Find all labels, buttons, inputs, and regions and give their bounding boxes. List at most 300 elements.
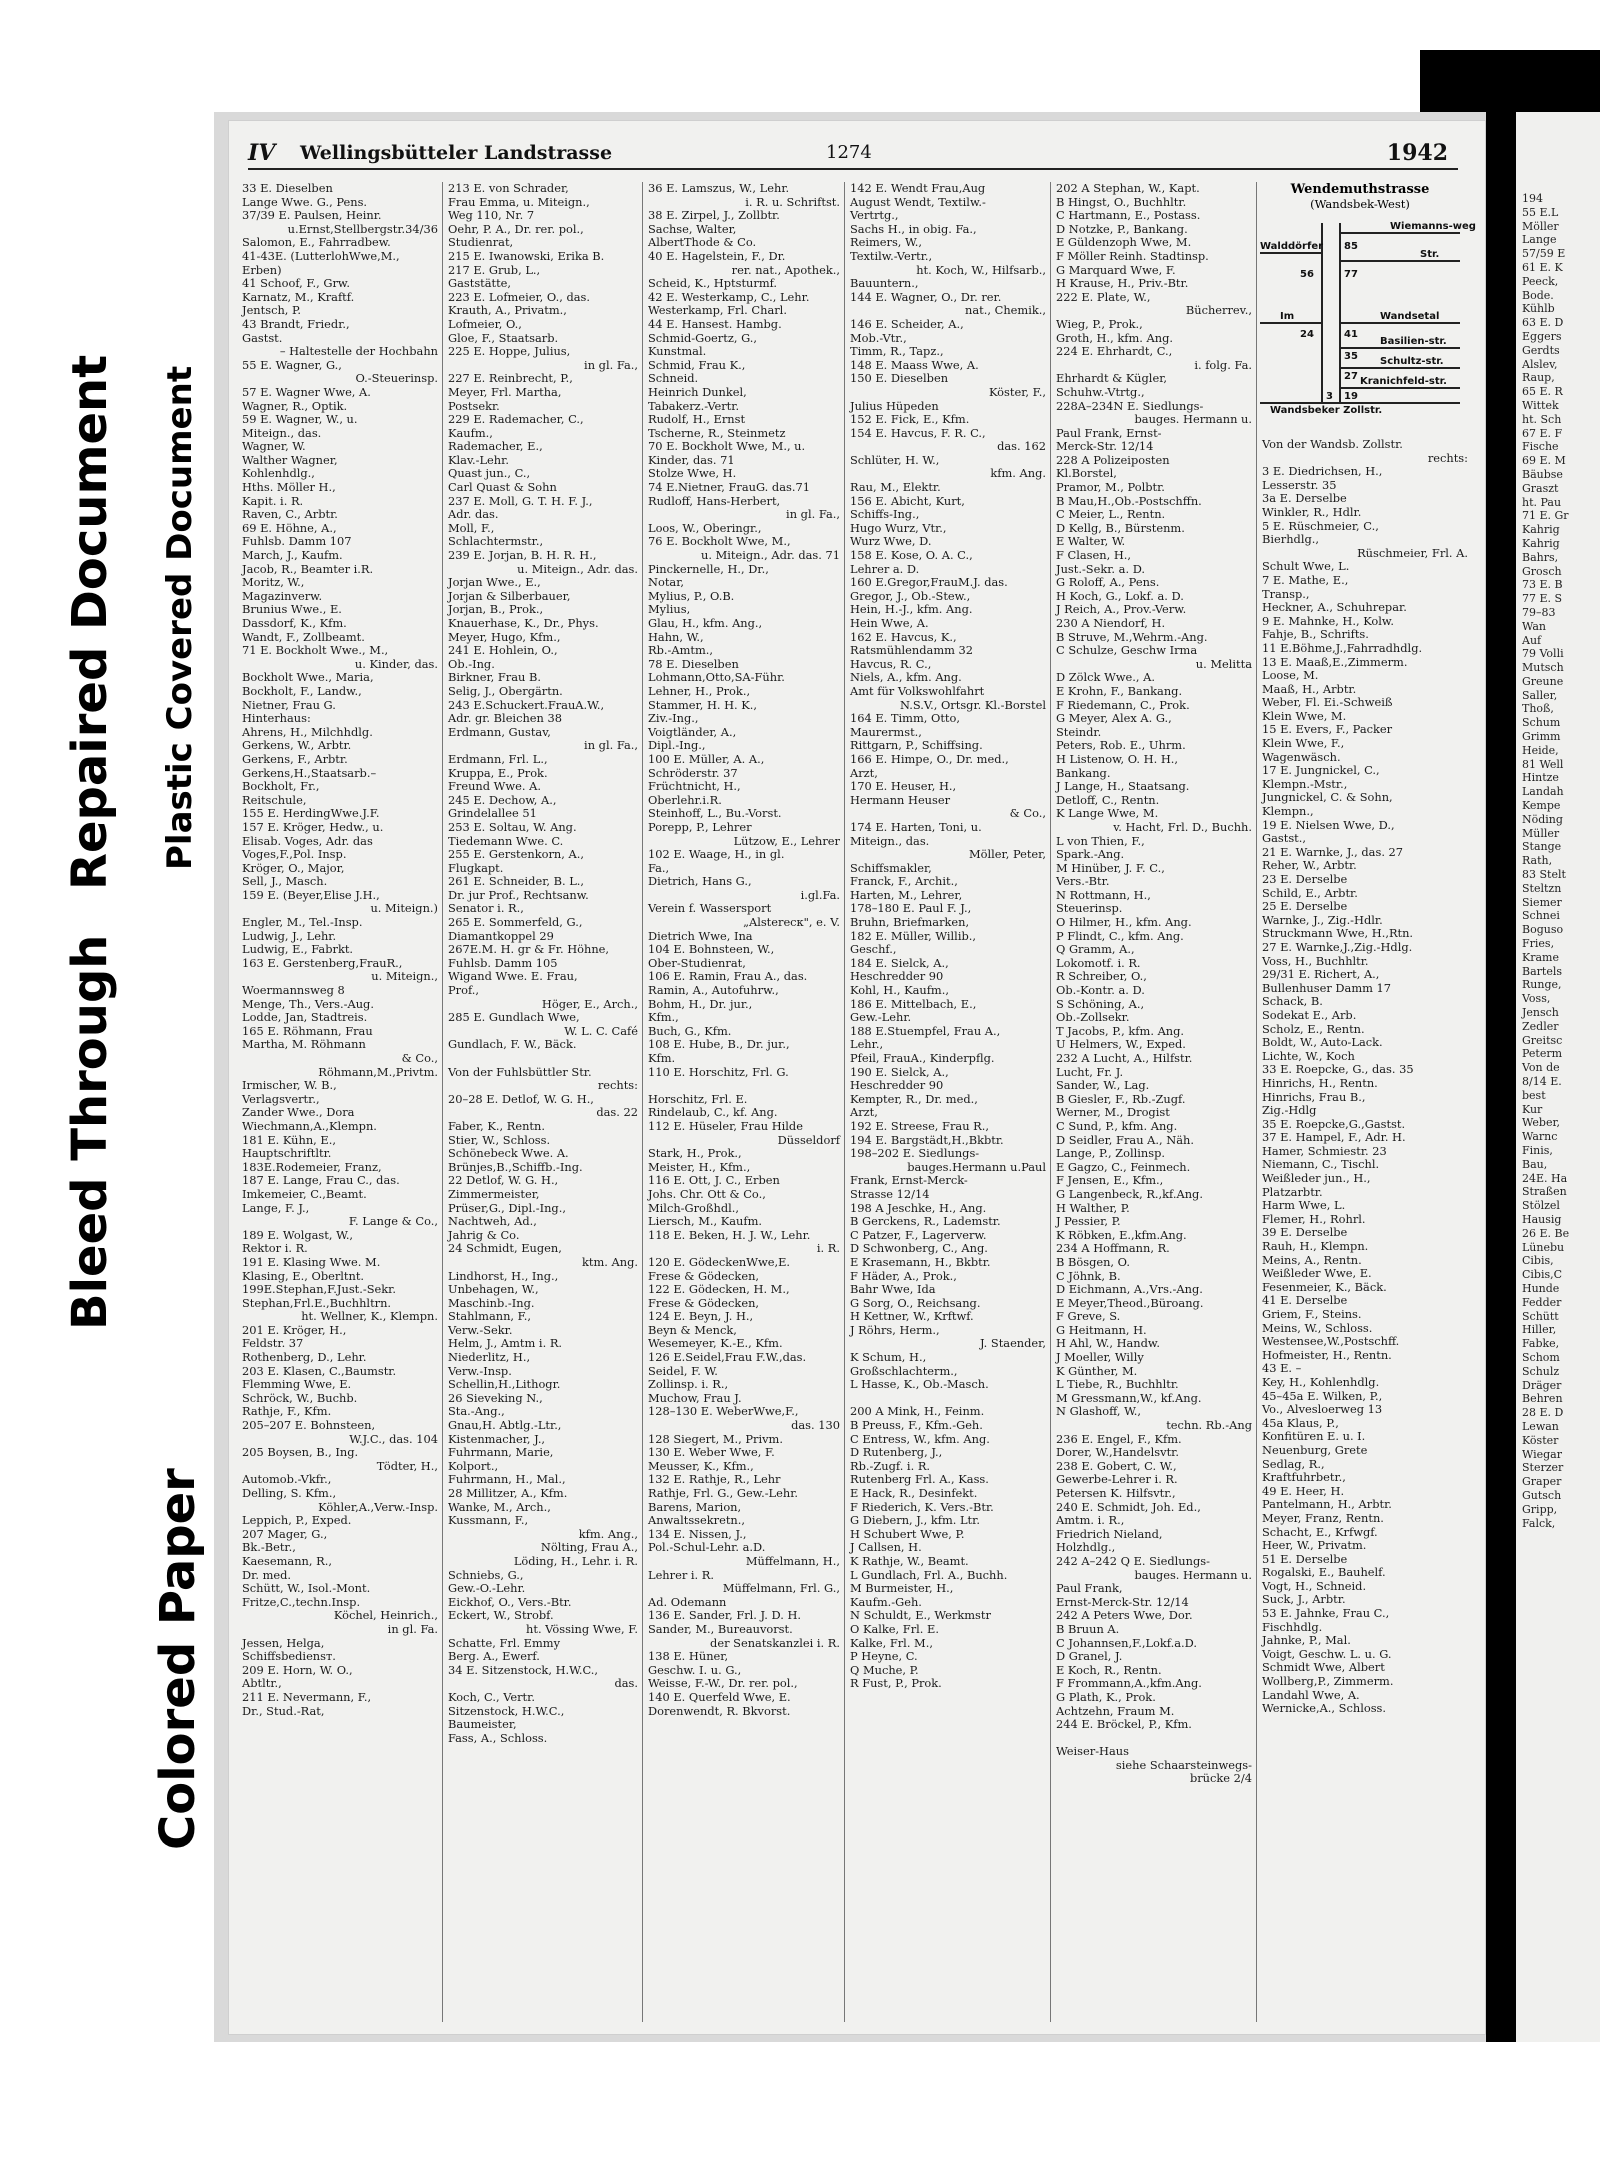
- directory-entry: Prüser,G., Dipl.-Ing.,: [448, 1200, 566, 1215]
- directory-entry: 241 E. Hohlein, O.,: [448, 643, 558, 658]
- directory-entry: Niederlitz, H.,: [448, 1350, 531, 1365]
- directory-entry: Ahrens, H., Milchhdlg.: [242, 724, 373, 739]
- directory-entry: Lange, F. J.,: [242, 1200, 310, 1215]
- map-label: 19: [1344, 391, 1358, 402]
- directory-entry: Automob.-Vkfr.,: [242, 1472, 332, 1487]
- directory-entry: Erdmann, Gustav,: [448, 724, 551, 739]
- directory-entry: Friedrich Nieland,: [1056, 1526, 1163, 1541]
- directory-entry: 178–180 E. Paul F. J.,: [850, 901, 972, 916]
- directory-entry: Werner, M., Drogist: [1056, 1105, 1170, 1120]
- directory-entry: 198 A Jeschke, H., Ang.: [850, 1200, 987, 1215]
- directory-entry: 158 E. Kose, O. A. C.,: [850, 548, 973, 563]
- directory-entry: Schönebeck Wwe. A.: [448, 1146, 569, 1161]
- adjacent-entry: Bartels: [1522, 964, 1562, 978]
- directory-entry: 27 E. Warnke,J.,Zig.-Hdlg.: [1262, 939, 1413, 954]
- adjacent-entry: Bahrs,: [1522, 550, 1559, 564]
- directory-entry: Ob.-Kontr. a. D.: [1056, 983, 1145, 998]
- directory-entry: Gerkens, W., Arbtr.: [242, 738, 352, 753]
- directory-entry: Porepp, P., Lehrer: [648, 819, 752, 834]
- directory-entry: Vers.-Btr.: [1056, 874, 1110, 889]
- directory-entry: Petersen K. Hilfsvtr.,: [1056, 1486, 1176, 1500]
- directory-entry: 201 E. Kröger, H.,: [242, 1322, 347, 1337]
- directory-entry: R Schreiber, O.,: [1056, 969, 1147, 984]
- directory-entry: J Pessier, P.: [1056, 1214, 1121, 1229]
- directory-entry: Textilw.-Vertr.,: [850, 248, 933, 263]
- street-district: (Wandsbek-West): [1310, 197, 1410, 211]
- directory-entry: 53 E. Jahnke, Frau C.,: [1262, 1606, 1390, 1621]
- directory-entry: Geschf.,: [850, 942, 897, 957]
- directory-entry: Dr. med.: [242, 1567, 292, 1582]
- directory-entry: Jorjan, B., Prok.,: [448, 602, 544, 617]
- directory-entry: Dorenwendt, R. Bkvorst.: [648, 1703, 791, 1718]
- street-name: Wendemuthstrasse: [1290, 182, 1430, 197]
- directory-entry: C Jöhnk, B.: [1056, 1268, 1121, 1283]
- directory-entry: 182 E. Müller, Willib.,: [850, 928, 976, 943]
- directory-entry: 202 A Stephan, W., Kapt.: [1056, 181, 1200, 195]
- adjacent-entry: 79–83: [1522, 605, 1556, 619]
- directory-entry: rechts:: [597, 1078, 638, 1093]
- directory-entry: Achtzehn, Fraum M.: [1056, 1703, 1175, 1718]
- directory-entry: 186 E. Mittelbach, E.,: [850, 996, 977, 1011]
- adjacent-entry: Falck,: [1522, 1516, 1556, 1530]
- directory-entry: 157 E. Kröger, Hedw., u.: [242, 819, 384, 834]
- directory-entry: Frank, Ernst-Merck-: [850, 1173, 968, 1188]
- directory-entry: 194 E. Bargstädt,H.,Bkbtr.: [850, 1132, 1004, 1147]
- directory-entry: Harten, M., Lehrer,: [850, 887, 963, 902]
- directory-entry: Heinrich Dunkel,: [648, 384, 747, 399]
- adjacent-entry: Stölzel: [1522, 1199, 1560, 1213]
- directory-entry: E Krohn, F., Bankang.: [1056, 683, 1183, 698]
- directory-entry: Jungnickel, C. & Sohn,: [1262, 790, 1393, 805]
- directory-entry: Dorer, W.,Handelsvtr.: [1056, 1445, 1179, 1460]
- directory-entry: Maaß, H., Arbtr.: [1262, 681, 1357, 696]
- directory-entry: Jahnke, P., Mal.: [1262, 1633, 1351, 1648]
- directory-entry: Schatte, Frl. Emmy: [448, 1635, 561, 1650]
- directory-entry: Hermann Heuser: [850, 792, 951, 807]
- directory-entry: [648, 1079, 840, 1093]
- directory-entry: Suck, J., Arbtr.: [1262, 1592, 1346, 1607]
- directory-entry: Kaufm.,: [448, 425, 493, 440]
- directory-entry: 189 E. Wolgast, W.,: [242, 1227, 354, 1242]
- directory-entry: Vogt, H., Schneid.: [1262, 1578, 1367, 1593]
- directory-entry: 142 E. Wendt Frau,Aug: [850, 181, 986, 195]
- directory-entry: 228 A Polizeiposten: [1056, 452, 1170, 467]
- directory-entry: Wollberg,P., Zimmerm.: [1262, 1674, 1394, 1689]
- directory-entry: 39 E. Derselbe: [1262, 1225, 1348, 1240]
- directory-entry: G Meyer, Alex A. G.,: [1056, 711, 1172, 726]
- directory-entry: Weisse, F.-W., Dr. rer. pol.,: [648, 1676, 798, 1691]
- directory-entry: Warnke, J., Zig.-Hdlr.: [1262, 912, 1383, 927]
- directory-entry: D Kellg, B., Bürstenm.: [1056, 520, 1185, 535]
- directory-entry: Studienrat,: [448, 235, 514, 250]
- adjacent-entry: Weber,: [1522, 1116, 1561, 1130]
- directory-entry: 234 A Hoffmann, R.: [1056, 1241, 1170, 1256]
- directory-entry: Klempn.-Mstr.,: [1262, 776, 1348, 791]
- directory-entry: Woermannsweg 8: [242, 983, 345, 998]
- directory-entry: Wurz Wwe, D.: [850, 534, 932, 549]
- directory-entry: Jorjan & Silberbauer,: [448, 588, 571, 603]
- directory-entry: & Co.,: [401, 1051, 438, 1065]
- directory-entry: Fahje, B., Schrifts.: [1262, 627, 1369, 642]
- adjacent-entry: 69 E. M: [1522, 454, 1566, 468]
- directory-entry: Q Muche, P.: [850, 1662, 919, 1677]
- directory-entry: Bockholt, F., Landw.,: [242, 683, 362, 698]
- directory-entry: Pinckernelle, H., Dr.,: [648, 561, 769, 576]
- directory-entry: 40 E. Hagelstein, F., Dr.: [648, 248, 786, 263]
- directory-entry: Voges,F.,Pol. Insp.: [242, 847, 347, 862]
- adjacent-entry: Hintze: [1522, 771, 1559, 785]
- directory-entry: R Fust, P., Prok.: [850, 1676, 942, 1691]
- directory-entry: Gaststätte,: [448, 276, 512, 291]
- directory-entry: Dietrich Wwe, Ina: [648, 928, 753, 943]
- directory-entry: Johs. Chr. Ott & Co.,: [648, 1186, 766, 1201]
- directory-entry: „Alsterecк", e. V.: [743, 915, 840, 930]
- adjacent-entry: Dräger: [1522, 1378, 1562, 1392]
- directory-entry: Birkner, Frau B.: [448, 670, 541, 685]
- directory-entry: Stahlmann, F.,: [448, 1309, 532, 1324]
- directory-entry: Reher, W., Arbtr.: [1262, 858, 1357, 873]
- directory-entry: August Wendt, Textilw.-: [850, 194, 986, 209]
- directory-entry: Heer, W., Privatm.: [1262, 1538, 1367, 1553]
- directory-entry: H Schubert Wwe, P.: [850, 1526, 965, 1541]
- directory-entry: B Giesler, F., Rb.-Zugf.: [1056, 1091, 1186, 1106]
- directory-entry: Eickhof, O., Vers.-Btr.: [448, 1594, 572, 1609]
- directory-entry: T Jacobs, P., kfm. Ang.: [1056, 1023, 1185, 1038]
- directory-entry: Postsekr.: [448, 398, 500, 413]
- directory-entry: Gnau,H. Abtlg.-Ltr.,: [448, 1418, 562, 1433]
- directory-entry: Schlachtermstr.,: [448, 534, 544, 549]
- street-heading: Wellingsbütteler Landstrasse: [300, 142, 613, 164]
- directory-entry: 191 E. Klasing Wwe. M.: [242, 1254, 381, 1269]
- directory-entry: Höger, E., Arch.,: [541, 996, 638, 1011]
- directory-entry: Kapit. i. R.: [242, 493, 304, 508]
- directory-entry: Schuhw.-Vtrtg.,: [1056, 384, 1145, 399]
- directory-entry: Kl.Borstel,: [1056, 466, 1117, 481]
- directory-entry: 224 E. Ehrhardt, C.,: [1056, 344, 1173, 359]
- adjacent-entry: 67 E. F: [1522, 426, 1563, 440]
- directory-entry: Key, H., Kohlenhdlg.: [1262, 1374, 1380, 1389]
- directory-entry: 104 E. Bohnsteen, W.,: [648, 942, 775, 957]
- directory-entry: Spark.-Ang.: [1056, 847, 1125, 862]
- directory-entry: D Schwonberg, C., Ang.: [850, 1241, 988, 1256]
- adjacent-entry: Müller: [1522, 826, 1560, 840]
- directory-entry: Bockholt Wwe., Maria,: [242, 670, 374, 685]
- directory-entry: Prof.,: [448, 983, 480, 998]
- directory-entry: Moritz, W.,: [242, 575, 305, 590]
- directory-entry: C Schulze, Geschw Irma: [1056, 643, 1198, 658]
- directory-entry: H Kettner, W., Krftwf.: [850, 1309, 974, 1324]
- directory-entry: 59 E. Wagner, W., u.: [242, 412, 358, 427]
- directory-entry: Brunius Wwe., E.: [242, 602, 342, 617]
- column-divider: [642, 182, 643, 2022]
- adjacent-entry: Schnei: [1522, 909, 1560, 923]
- adjacent-entry: Landah: [1522, 785, 1564, 799]
- directory-entry: 163 E. Gerstenberg,FrauR.,: [242, 955, 403, 970]
- directory-entry: u. Miteign., Adr. das. 71: [701, 548, 840, 563]
- column-divider: [442, 182, 443, 2022]
- label-bleed-through: Bleed Through: [62, 934, 118, 1330]
- directory-entry: L Hasse, K., Ob.-Masch.: [850, 1377, 989, 1392]
- directory-entry: L Tiebe, R., Buchhltr.: [1056, 1377, 1179, 1392]
- directory-entry: Strasse 12/14: [850, 1186, 930, 1201]
- directory-entry: Schmid, Frau K.,: [648, 357, 746, 372]
- directory-entry: Transp.,: [1262, 586, 1310, 601]
- adjacent-entry: 55 E.L: [1522, 205, 1559, 219]
- directory-entry: techn. Rb.-Ang: [1166, 1418, 1252, 1433]
- directory-entry: Voigt, Geschw. L. u. G.: [1262, 1646, 1392, 1661]
- directory-entry: Kaufm.-Geh.: [850, 1594, 922, 1609]
- directory-entry: Lodde, Jan, Stadtreis.: [242, 1010, 368, 1025]
- adjacent-page-edge: [1516, 112, 1600, 2042]
- directory-entry: 227 E. Reinbrecht, P.,: [448, 371, 573, 386]
- directory-entry: Adr. das.: [448, 507, 499, 522]
- directory-entry: das. 22: [596, 1105, 638, 1120]
- directory-entry: [850, 1392, 1046, 1406]
- directory-entry: Hein Wwe, A.: [850, 616, 929, 630]
- directory-entry: E Koch, R., Rentn.: [1056, 1662, 1162, 1677]
- directory-entry: M Burmeister, H.,: [850, 1581, 954, 1596]
- adjacent-entry: Thoß,: [1522, 702, 1554, 716]
- directory-entry: Karnatz, M., Kraftf.: [242, 289, 355, 304]
- directory-entry: Wagner, W.: [242, 439, 306, 454]
- directory-entry: Meyer, Franz, Rentn.: [1262, 1510, 1384, 1525]
- street-map: [1260, 213, 1476, 416]
- directory-entry: Schlüter, H. W.,: [850, 452, 940, 467]
- directory-entry: 37/39 E. Paulsen, Heinr.: [242, 208, 382, 223]
- directory-entry: Rothenberg, D., Lehr.: [242, 1350, 367, 1365]
- adjacent-entry: Peeck,: [1522, 274, 1559, 288]
- adjacent-entry: Fries,: [1522, 937, 1555, 951]
- column-6: [1262, 438, 1468, 1716]
- directory-entry: Lindhorst, H., Ing.,: [448, 1268, 559, 1283]
- adjacent-entry: Schum: [1522, 716, 1561, 730]
- directory-entry: Bruhn, Briefmarken,: [850, 915, 970, 930]
- directory-entry: Irmischer, W. B.,: [242, 1078, 337, 1093]
- directory-entry: Rüschmeier, Frl. A.: [1357, 545, 1468, 560]
- directory-entry: J Moeller, Willy: [1056, 1350, 1144, 1365]
- directory-entry: Rogalski, E., Bauhelf.: [1262, 1565, 1386, 1580]
- directory-entry: Abtltr.,: [242, 1676, 282, 1691]
- directory-entry: E Güldenzoph Wwe, M.: [1056, 235, 1192, 250]
- directory-entry: Menge, Th., Vers.-Aug.: [242, 996, 374, 1011]
- column-1: [242, 182, 438, 1718]
- directory-entry: J Reich, A., Prov.-Verw.: [1056, 602, 1187, 617]
- directory-entry: Sell, J., Masch.: [242, 874, 328, 889]
- directory-entry: Notar,: [648, 575, 685, 590]
- directory-entry: M Gressmann,W., kf.Ang.: [1056, 1390, 1202, 1405]
- directory-entry: Köster, F.,: [988, 384, 1046, 399]
- directory-entry: D Rutenberg, J.,: [850, 1445, 943, 1460]
- directory-entry: Rutenberg Frl. A., Kass.: [850, 1472, 989, 1487]
- directory-entry: 253 E. Soltau, W. Ang.: [448, 819, 577, 834]
- directory-entry: Müffelmann, Frl. G.,: [722, 1581, 840, 1596]
- directory-entry: 25 E. Derselbe: [1262, 899, 1348, 914]
- directory-entry: 154 E. Havcus, F. R. C.,: [850, 425, 986, 440]
- directory-entry: F Frommann,A.,kfm.Ang.: [1056, 1676, 1202, 1691]
- directory-entry: i.gl.Fa.: [800, 887, 840, 902]
- directory-entry: Oehr, P. A., Dr. rer. pol.,: [448, 221, 584, 236]
- adjacent-entry: Kempe: [1522, 799, 1561, 813]
- directory-entry: Berg. A., Ewerf.: [448, 1649, 540, 1664]
- directory-entry: Holzhdlg.,: [1056, 1540, 1116, 1555]
- adjacent-entry: Warnc: [1522, 1130, 1558, 1144]
- directory-entry: Kussmann, F.,: [448, 1513, 529, 1528]
- directory-entry: C Entress, W., kfm. Ang.: [850, 1431, 990, 1446]
- page-header: [248, 138, 1458, 170]
- directory-entry: [448, 1052, 638, 1066]
- adjacent-entry: Stange: [1522, 840, 1562, 854]
- directory-entry: D Eichmann, A.,Vrs.-Ang.: [1056, 1282, 1203, 1297]
- directory-entry: J Lange, H., Staatsang.: [1056, 779, 1190, 794]
- directory-entry: Muchow, Frau J.: [648, 1390, 742, 1405]
- directory-entry: Magazinverw.: [242, 588, 323, 603]
- directory-entry: Köchel, Heinrich.,: [333, 1608, 438, 1623]
- directory-entry: 199E.Stephan,F.Just.-Sekr.: [242, 1282, 396, 1297]
- directory-entry: Quast jun., C.,: [448, 466, 531, 481]
- column-4: [850, 182, 1046, 1691]
- map-label: Walddörfer: [1260, 241, 1324, 252]
- directory-entry: Ziv.-Ing.,: [648, 711, 699, 726]
- directory-entry: 43 E. –: [1262, 1361, 1302, 1376]
- directory-entry: 41 Schoof, F., Grw.: [242, 276, 350, 291]
- adjacent-entry: Graszt: [1522, 481, 1559, 495]
- directory-entry: Winkler, R., Hdlr.: [1262, 504, 1362, 519]
- directory-entry: 232 A Lucht, A., Hilfstr.: [1056, 1051, 1193, 1065]
- adjacent-page-text: [1522, 192, 1569, 1530]
- directory-entry: 45a Klaus, P.,: [1262, 1415, 1339, 1430]
- directory-entry: Lützow, E., Lehrer: [733, 833, 840, 848]
- directory-entry: 49 E. Heer, H.: [1262, 1483, 1345, 1498]
- adjacent-entry: 81 Well: [1522, 757, 1564, 771]
- directory-entry: ktm. Ang.: [582, 1254, 638, 1269]
- directory-entry: Röhmann,M.,Privtm.: [318, 1064, 438, 1079]
- directory-entry: Schellin,H.,Lithogr.: [448, 1377, 561, 1392]
- directory-entry: D Zölck Wwe., A.: [1056, 670, 1155, 685]
- directory-entry: Schröderstr. 37: [648, 765, 738, 780]
- directory-entry: Meyer, Hugo, Kfm.,: [448, 629, 561, 644]
- directory-entry: Großschlachterm.,: [850, 1363, 958, 1378]
- directory-entry: 183E.Rodemeier, Franz,: [242, 1159, 382, 1174]
- directory-entry: 70 E. Bockholt Wwe, M., u.: [648, 439, 806, 454]
- directory-entry: Rb.-Amtm.,: [648, 643, 713, 658]
- directory-entry: Meusser, K., Kfm.,: [648, 1458, 754, 1473]
- directory-entry: Baumeister,: [448, 1717, 517, 1732]
- directory-page: [228, 120, 1486, 2035]
- directory-entry: E Hack, R., Desinfekt.: [850, 1486, 978, 1500]
- map-label: 77: [1344, 269, 1358, 280]
- adjacent-entry: Nöding: [1522, 812, 1563, 826]
- directory-entry: D Seidler, Frau A., Näh.: [1056, 1132, 1194, 1147]
- directory-entry: Liersch, M., Kaufm.: [648, 1214, 762, 1229]
- directory-entry: F Clasen, H.,: [1056, 548, 1132, 563]
- directory-entry: Meins, A., Rentn.: [1262, 1252, 1362, 1267]
- directory-entry: Heckner, A., Schuhrepar.: [1262, 600, 1407, 615]
- directory-entry: Bullenhuser Damm 17: [1262, 980, 1392, 995]
- directory-entry: 222 E. Plate, W.,: [1056, 289, 1151, 304]
- directory-entry: 242 A Peters Wwe, Dor.: [1056, 1608, 1193, 1623]
- directory-entry: Ludwig, E., Fabrkt.: [242, 942, 354, 957]
- directory-entry: Ratsmühlendamm 32: [850, 643, 974, 658]
- directory-entry: Martha, M. Röhmann: [242, 1037, 366, 1052]
- directory-entry: 55 E. Wagner, G.,: [242, 357, 342, 372]
- directory-entry: Miteign., das.: [242, 425, 322, 440]
- directory-entry: 128–130 E. WeberWwe,F.,: [648, 1404, 799, 1419]
- directory-entry: 240 E. Schmidt, Joh. Ed.,: [1056, 1499, 1201, 1514]
- directory-entry: 69 E. Höhne, A.,: [242, 520, 337, 535]
- directory-entry: Bierhdlg.,: [1262, 532, 1320, 547]
- directory-entry: Schiffsbediensт.: [242, 1649, 336, 1664]
- directory-entry: Arzt,: [850, 765, 878, 780]
- directory-entry: N Rottmann, H.,: [1056, 887, 1151, 902]
- directory-entry: Scholz, E., Rentn.: [1262, 1021, 1365, 1036]
- directory-entry: B Bösgen, O.: [1056, 1254, 1130, 1269]
- adjacent-entry: Boguso: [1522, 923, 1564, 937]
- adjacent-entry: Bode.: [1522, 288, 1554, 302]
- directory-entry: Raven, C., Arbtr.: [242, 507, 338, 522]
- adjacent-entry: Steltzn: [1522, 881, 1562, 895]
- directory-entry: Klav.-Lehr.: [448, 452, 509, 467]
- directory-entry: AlbertThode & Co.: [648, 235, 757, 250]
- directory-entry: O Hilmer, H., kfm. Ang.: [1056, 915, 1192, 930]
- directory-entry: 3a E. Derselbe: [1262, 491, 1347, 506]
- directory-entry: Pfeil, FrauA., Kinderpflg.: [850, 1051, 995, 1065]
- directory-entry: Delling, S. Kfm.,: [242, 1486, 337, 1500]
- directory-entry: Dipl.-Ing.,: [648, 738, 706, 753]
- directory-entry: 140 E. Querfeld Wwe, E.: [648, 1689, 791, 1704]
- directory-entry: G Langenbeck, R.,kf.Ang.: [1056, 1186, 1203, 1201]
- directory-entry: 215 E. Iwanowski, Erika B.: [448, 248, 605, 263]
- directory-entry: Düsseldorf: [777, 1132, 840, 1147]
- column-2: [448, 182, 638, 1745]
- directory-entry: Jorjan Wwe., E.,: [448, 575, 541, 590]
- adjacent-entry: Grosch: [1522, 564, 1562, 578]
- directory-entry: M Hinüber, J. F. C.,: [1056, 860, 1165, 875]
- directory-entry: Zander Wwe., Dora: [242, 1105, 355, 1120]
- directory-entry: u. Miteign.): [370, 901, 438, 916]
- adjacent-entry: 61 E. K: [1522, 260, 1563, 274]
- directory-entry: Walther Wagner,: [242, 452, 338, 467]
- adjacent-entry: 77 E. S: [1522, 592, 1563, 606]
- directory-entry: Gastst.: [242, 330, 283, 345]
- map-label: 3: [1326, 391, 1333, 402]
- directory-entry: F Möller Reinh. Stadtinsp.: [1056, 248, 1209, 263]
- directory-entry: 36 E. Lamszus, W., Lehr.: [648, 181, 790, 195]
- directory-entry: 26 Sieveking N.,: [448, 1390, 543, 1405]
- directory-entry: Schütt, W., Isol.-Mont.: [242, 1581, 371, 1596]
- directory-entry: Gregor, J., Ob.-Stew.,: [850, 588, 971, 603]
- directory-entry: Kohl, H., Kaufm.,: [850, 983, 949, 998]
- directory-entry: Meins, W., Schloss.: [1262, 1320, 1373, 1335]
- directory-entry: C Meier, L., Rentn.: [1056, 507, 1166, 522]
- adjacent-entry: Schom: [1522, 1350, 1560, 1364]
- directory-entry: 164 E. Timm, Otto,: [850, 711, 960, 726]
- directory-entry: Jahrig & Co.: [448, 1227, 520, 1242]
- adjacent-entry: Fedder: [1522, 1295, 1562, 1309]
- directory-entry: Flemer, H., Rohrl.: [1262, 1211, 1366, 1226]
- map-label: Kranichfeld-str.: [1360, 376, 1447, 387]
- directory-entry: Feldstr. 37: [242, 1336, 304, 1351]
- scan-top-margin: [0, 0, 1600, 46]
- directory-entry: Mob.-Vtr.,: [850, 330, 907, 345]
- directory-entry: Bk.-Betr.,: [242, 1540, 296, 1555]
- directory-entry: Stammer, H. H. K.,: [648, 697, 758, 712]
- directory-entry: C Sund, P., kfm. Ang.: [1056, 1118, 1178, 1133]
- directory-entry: L Gundlach, Frl. A., Buchh.: [850, 1567, 1008, 1582]
- map-label: Str.: [1420, 249, 1440, 260]
- directory-entry: Verein f. Wassersport: [648, 901, 772, 916]
- directory-entry: 38 E. Zirpel, J., Zollbtr.: [648, 208, 780, 223]
- directory-entry: Zollinsp. i. R.,: [648, 1377, 729, 1392]
